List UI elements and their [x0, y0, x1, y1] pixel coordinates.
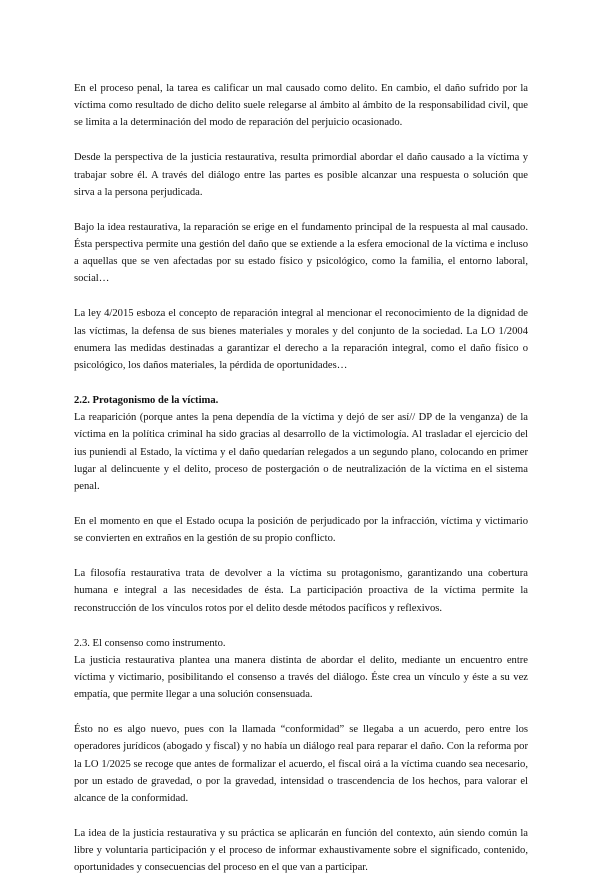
paragraph-state-as-injured: En el momento en que el Estado ocupa la posición de perjudicado por la infracción, víctima y victimario se convierten en extraños en la gestión de su propio conflicto.: [74, 516, 528, 545]
paragraph-restorative-philosophy: La filosofía restaurativa trata de devolver a la víctima su protagonismo, garantizando una cobertura humana e integral a las necesidades de ésta. La participación proactiva de la víctima permite la reconstrucción de los vínculos rotos por el delito desde métodos pacíficos y reflexivos.: [74, 568, 528, 614]
section-heading-victim-protagonism: 2.2. Protagonismo de la víctima.: [74, 395, 219, 407]
paragraph-criminal-process: En el proceso penal, la tarea es calificar un mal causado como delito. En cambio, el daño sufrido por la víctima como resultado de dicho delito suele relegarse al ámbito al ámbito de la responsabilidad civil, que se limita a la determinación del modo de reparación del perjuicio ocasionado.: [74, 83, 528, 129]
section-heading-consensus: 2.3. El consenso como instrumento.: [74, 637, 226, 649]
paragraph-restorative-perspective: Desde la perspectiva de la justicia restaurativa, resulta primordial abordar el daño causado a la víctima y trabajar sobre él. A través del diálogo entre las partes es posible alcanzar una respuesta o solución que sirva a la persona perjudicada.: [74, 152, 528, 198]
paragraph-conformity: Ésto no es algo nuevo, pues con la llamada “conformidad” se llegaba a un acuerdo, pero entre los operadores jurídicos (abogado y fiscal) y no había un diálogo real para reparar el daño. Con la reforma por la LO 1/2025 se recoge que antes de formalizar el acuerdo, el fiscal oirá a la víctima cuando sea necesario, por un estado de gravedad, o por la gravedad, intensidad o trascendencia de los hechos, para valorar el alcance de la conformidad.: [74, 724, 528, 805]
paragraph-victim-reappearance: La reaparición (porque antes la pena dependía de la víctima y dejó de ser así// DP de la venganza) de la víctima en la política criminal ha sido gracias al desarrollo de la victimología. Al trasladar el ejercicio del ius puniendi al Estado, la víctima y el daño quedarían relegados a un segundo plano, colocando en primer lugar al delincuente y el delito, proceso de postergación o de neutralización de la víctima en el sistema penal.: [74, 412, 528, 493]
paragraph-integral-reparation: La ley 4/2015 esboza el concepto de reparación integral al mencionar el reconocimiento de la dignidad de las víctimas, la defensa de sus bienes materiales y morales y del conjunto de la sociedad. La LO 1/2004 enumera las medidas destinadas a garantizar el derecho a la reparación integral, como el daño físico o psicológico, los daños materiales, la pérdida de oportunidades…: [74, 308, 528, 372]
paragraph-context-application: La idea de la justicia restaurativa y su práctica se aplicarán en función del contexto, aún siendo común la libre y voluntaria participación y el proceso de informar exhaustivamente sobre el significado, contenido, oportunidades y consecuencias del proceso en el que van a participar.: [74, 828, 528, 874]
document-page: [74, 80, 528, 877]
paragraph-consensus-dialogue: La justicia restaurativa plantea una manera distinta de abordar el delito, mediante un encuentro entre víctima y victimario, posibilitando el consenso a través del diálogo. Éste crea un vínculo y éste a su vez empatía, que permite llegar a una solución consensuada.: [74, 654, 528, 701]
paragraph-reparation-foundation: Bajo la idea restaurativa, la reparación se erige en el fundamento principal de la respuesta al mal causado. Ésta perspectiva permite una gestión del daño que se extiende a la esfera emocional de la víctima e incluso a aquellas que se ven afectadas por su estado físico y psicológico, como la familia, el entorno laboral, social…: [74, 221, 528, 285]
